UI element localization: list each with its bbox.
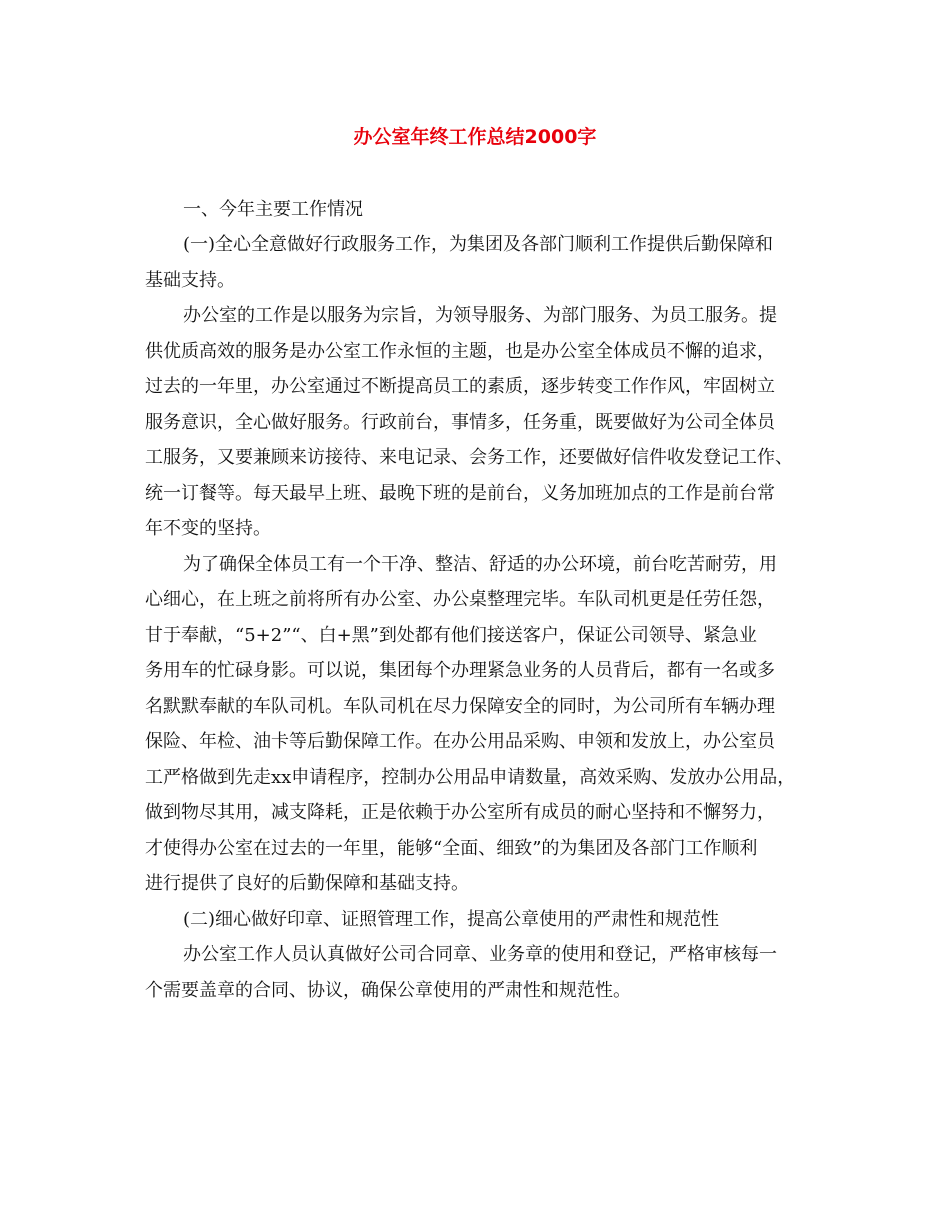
paragraph-line: 甘于奉献，“5+2”“、白+黑”到处都有他们接送客户，保证公司领导、紧急业 [145, 625, 757, 646]
paragraph-line: 为了确保全体员工有一个干净、整洁、舒适的办公环境，前台吃苦耐劳，用 [183, 554, 777, 575]
paragraph-line: 进行提供了良好的后勤保障和基础支持。 [145, 873, 469, 894]
paragraph-line: 统一订餐等。每天最早上班、最晚下班的是前台，义务加班加点的工作是前台常 [145, 483, 775, 504]
paragraph-line: 个需要盖章的合同、协议，确保公章使用的严肃性和规范性。 [145, 980, 631, 1001]
paragraph-line: 办公室的工作是以服务为宗旨，为领导服务、为部门服务、为员工服务。提 [183, 305, 777, 326]
paragraph-line: 做到物尽其用，减支降耗，正是依赖于办公室所有成员的耐心坚持和不懈努力， [145, 802, 775, 823]
paragraph-line: 保险、年检、油卡等后勤保障工作。在办公用品采购、申领和发放上，办公室员 [145, 731, 775, 752]
paragraph-line: 务用车的忙碌身影。可以说，集团每个办理紧急业务的人员背后，都有一名或多 [145, 660, 775, 681]
paragraph-line: 基础支持。 [145, 270, 235, 291]
paragraph-line: 名默默奉献的车队司机。车队司机在尽力保障安全的同时，为公司所有车辆办理 [145, 696, 775, 717]
paragraph-line: 供优质高效的服务是办公室工作永恒的主题，也是办公室全体成员不懈的追求， [145, 341, 775, 362]
document-title: 办公室年终工作总结2000字 [353, 126, 597, 148]
paragraph-line: 工严格做到先走xx申请程序，控制办公用品申请数量，高效采购、发放办公用品， [145, 767, 796, 788]
subsection-heading: (一)全心全意做好行政服务工作，为集团及各部门顺利工作提供后勤保障和 [183, 234, 774, 255]
paragraph-line: 工服务，又要兼顾来访接待、来电记录、会务工作，还要做好信件收发登记工作、 [145, 447, 793, 468]
paragraph-line: 办公室工作人员认真做好公司合同章、业务章的使用和登记，严格审核每一 [183, 944, 777, 965]
paragraph-line: 才使得办公室在过去的一年里，能够“全面、细致”的为集团及各部门工作顺利 [145, 838, 758, 859]
paragraph-line: 年不变的坚持。 [145, 518, 271, 539]
paragraph-line: 过去的一年里，办公室通过不断提高员工的素质，逐步转变工作作风，牢固树立 [145, 376, 775, 397]
paragraph-line: 心细心，在上班之前将所有办公室、办公桌整理完毕。车队司机更是任劳任怨， [145, 589, 775, 610]
paragraph-line: 服务意识，全心做好服务。行政前台，事情多，任务重，既要做好为公司全体员 [145, 412, 775, 433]
subsection-heading: (二)细心做好印章、证照管理工作，提高公章使用的严肃性和规范性 [183, 909, 720, 930]
section-heading: 一、今年主要工作情况 [183, 199, 363, 220]
